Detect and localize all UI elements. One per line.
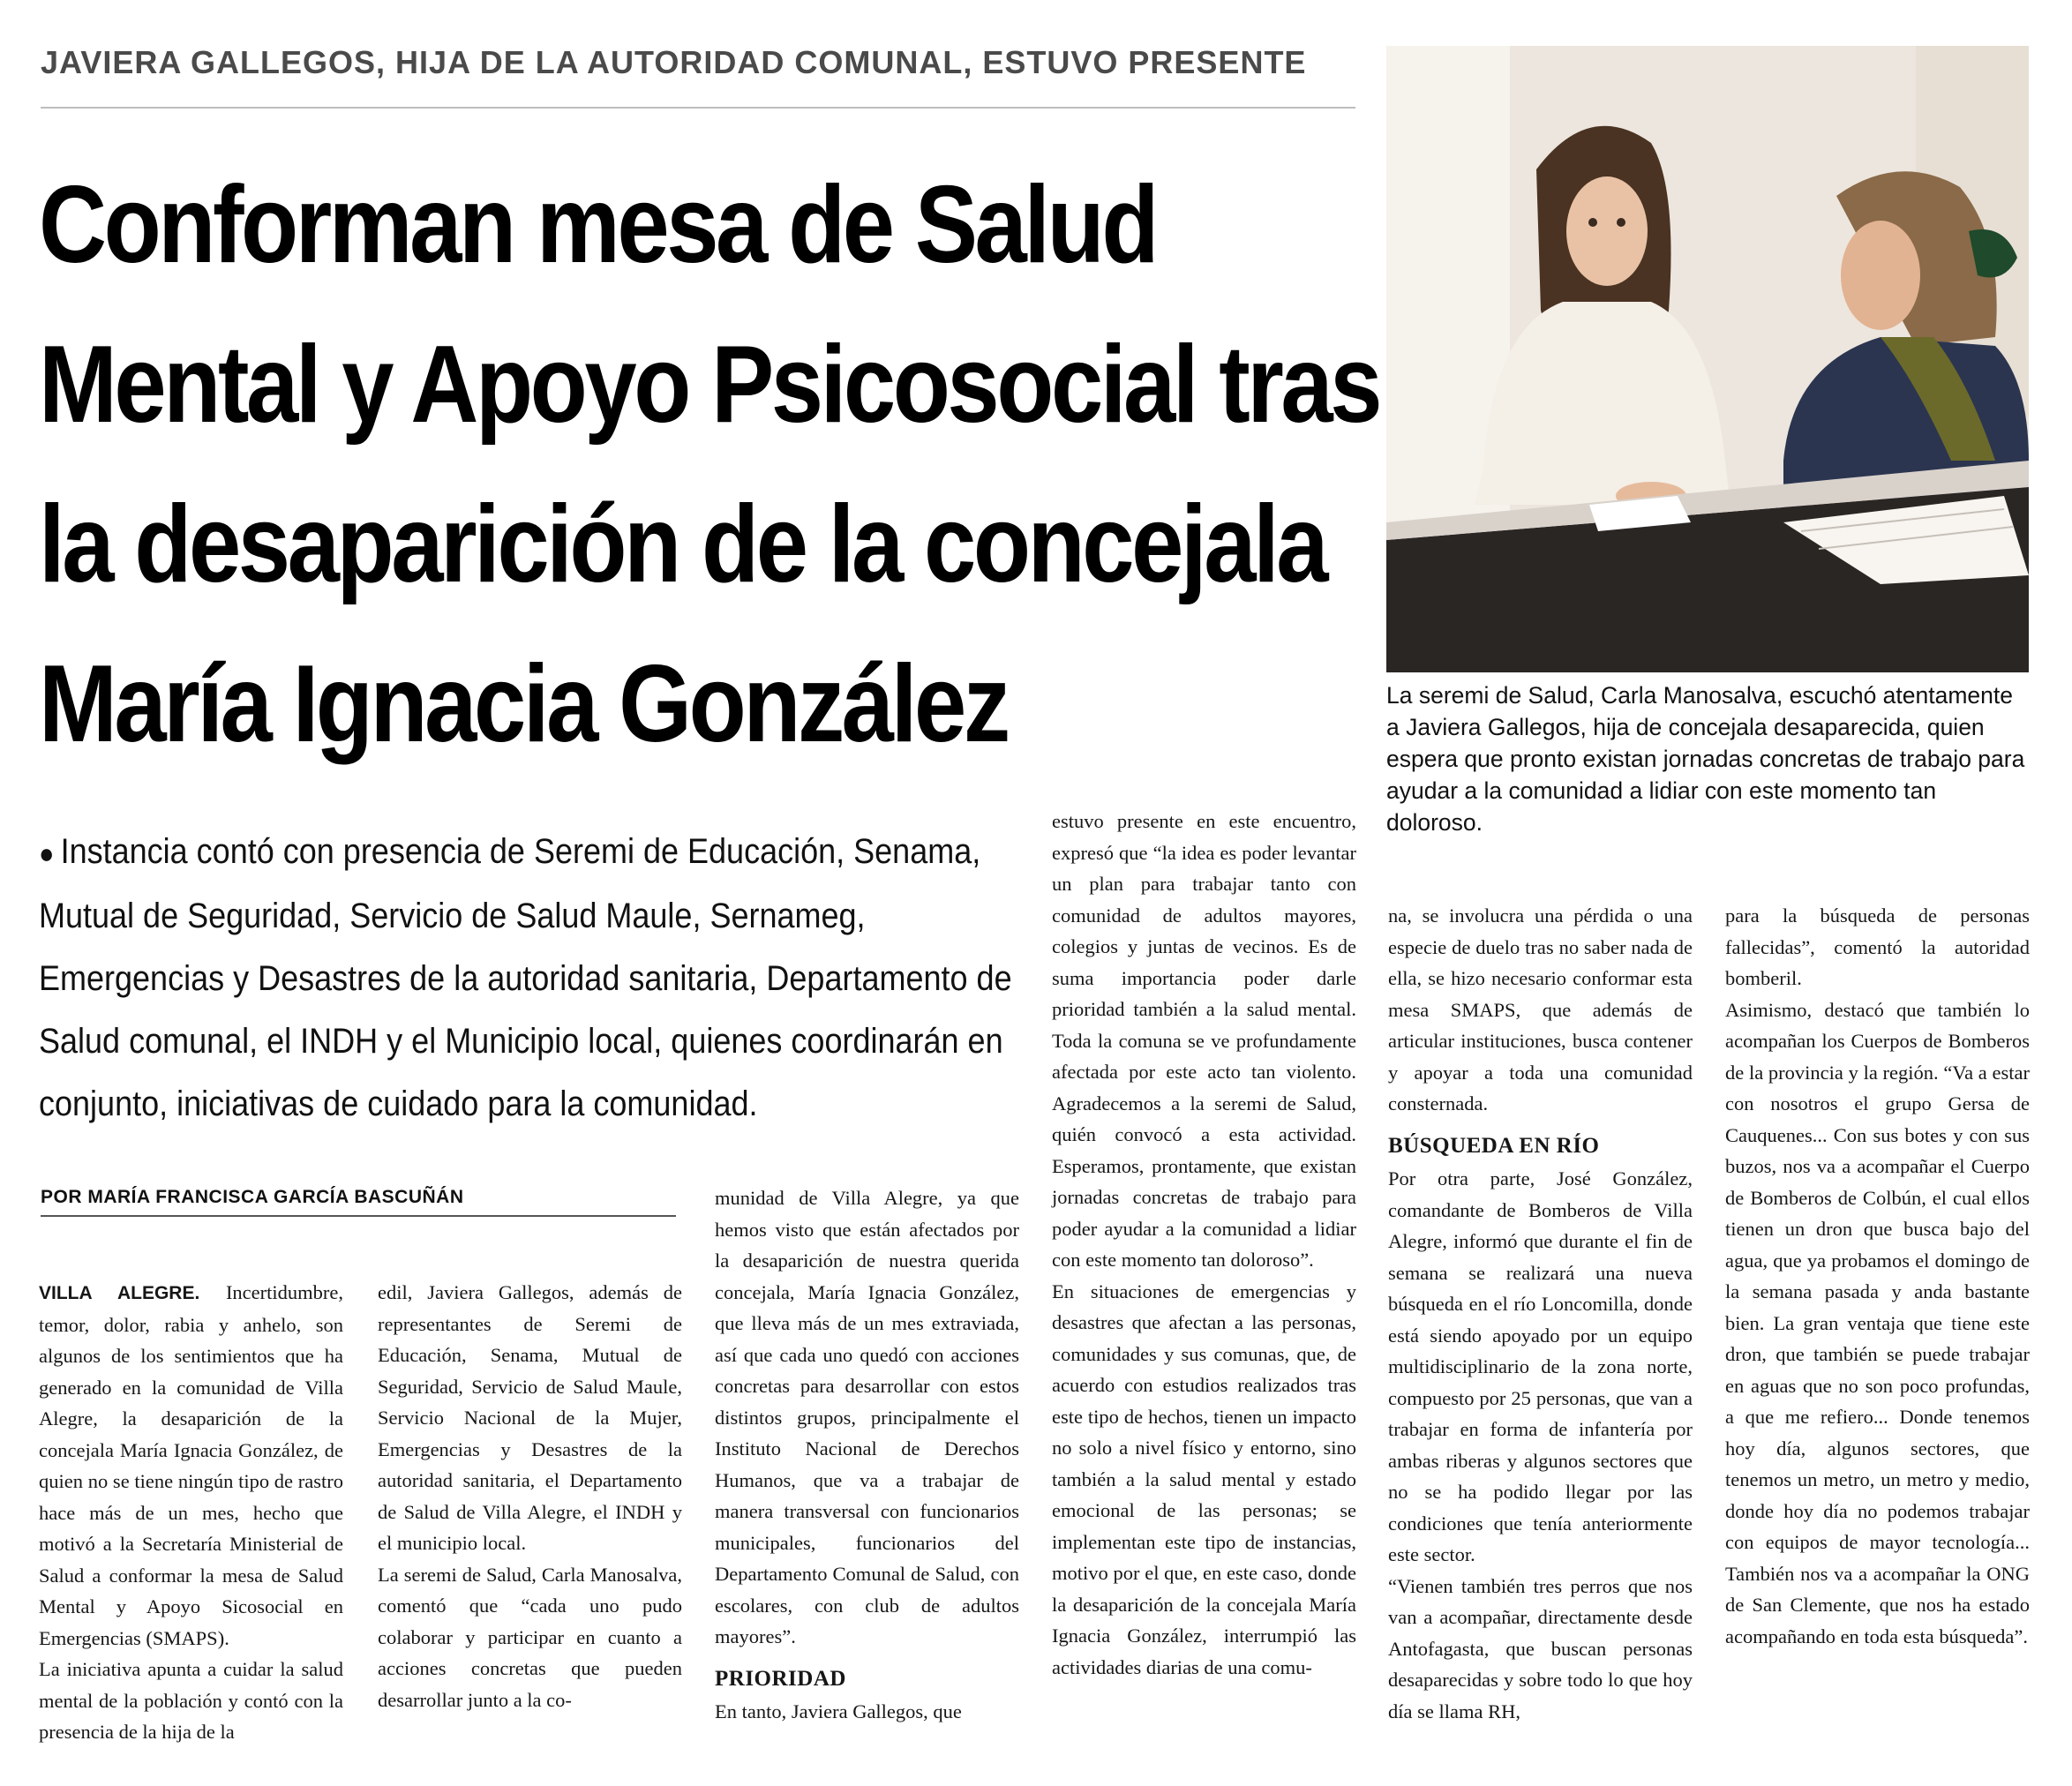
article-column-2 bbox=[378, 1277, 682, 1715]
headline-line: Mental y Apoyo Psicosocial tras bbox=[39, 324, 1380, 446]
paragraph: En situaciones de emergencias y desastres que afectan a las personas, comunidades y sus comunas, que, de acuerdo con estudios realizados tras este tipo de hechos, tienen un impacto no solo a nivel físico y entorno, sino también a la salud mental y estado emocional de las personas; se implementan este tipo de instancias, motivo por el que, en este caso, donde la desaparición de la concejala María Ignacia González, interrumpió las actividades diarias de una comu- bbox=[1052, 1279, 1356, 1678]
paragraph: “Vienen también tres perros que nos van a acompañar, directamente desde Antofagasta, que buscan personas desaparecidas y sobre todo lo que hoy día se llama RH, bbox=[1388, 1574, 1693, 1722]
paragraph: na, se involucra una pérdida o una especie de duelo tras no saber nada de ella, se hizo necesario conformar esta mesa SMAPS, que además de articular instituciones, busca contener y apoyar a toda una comunidad consternada. bbox=[1388, 904, 1693, 1114]
paragraph-text: Incertidumbre, temor, dolor, rabia y anhelo, son algunos de los sentimientos que ha generado en la comunidad de Villa Alegre, la desaparición de la concejala María Ignacia González, de quien no se tiene ningún tipo de rastro hace más de un mes, hecho que motivó a la Secretaría Ministerial de Salud a conformar la mesa de Salud Mental y Apoyo Sicosocial en Emergencias (SMAPS). bbox=[39, 1281, 344, 1649]
paragraph: Por otra parte, José González, comandante de Bomberos de Villa Alegre, informó que durante el fin de semana se realizará una nueva búsqueda en el río Loncomilla, donde está siendo apoyado por un equipo multidisciplinario de la zona norte, compuesto por 25 personas, que van a trabajar en forma de infantería por ambas riberas y algunos sectores que no se ha podido llegar por las condiciones que tenía anteriormente este sector. bbox=[1388, 1167, 1693, 1565]
paragraph: munidad de Villa Alegre, ya que hemos visto que están afectados por la desaparición de nuestra querida concejala, María Ignacia González, que lleva más de un mes extraviada, así que cada uno quedó con acciones concretas para desarrollar con estos distintos grupos, principalmente el Instituto Nacional de Derechos Humanos, que va a trabajar de manera transversal con funcionarios municipales, funcionarios del Departamento Comunal de Salud, con escolares, con club de adultos mayores”. bbox=[715, 1187, 1019, 1647]
headline bbox=[39, 146, 1380, 784]
kicker: JAVIERA GALLEGOS, HIJA DE LA AUTORIDAD COMUNAL, ESTUVO PRESENTE bbox=[41, 44, 1307, 80]
photo-illustration bbox=[1386, 46, 2029, 672]
paragraph: La seremi de Salud, Carla Manosalva, comentó que “cada uno pudo colaborar y participar en cuanto a acciones concretas que pueden desarrollar junto a la co- bbox=[378, 1563, 682, 1711]
news-photo bbox=[1386, 46, 2029, 672]
article-column-1 bbox=[39, 1277, 343, 1748]
byline: POR MARÍA FRANCISCA GARCÍA BASCUÑÁN bbox=[41, 1187, 676, 1217]
lead-paragraph bbox=[39, 821, 1024, 1136]
paragraph: La iniciativa apunta a cuidar la salud mental de la población y contó con la presencia de la hija de la bbox=[39, 1658, 343, 1743]
bullet-icon: ● bbox=[39, 837, 55, 869]
paragraph: edil, Javiera Gallegos, además de representantes de Seremi de Educación, Senama, Mutual de Seguridad, Servicio de Salud Maule, Servicio Nacional de la Mujer, Emergencias y Desastres de la autoridad sanitaria, el Departamento de Salud de Villa Alegre, el INDH y el municipio local. bbox=[378, 1281, 682, 1554]
headline-line: Conforman mesa de Salud bbox=[39, 164, 1157, 286]
article-column-6 bbox=[1725, 900, 2030, 1652]
subheading: PRIORIDAD bbox=[715, 1666, 846, 1691]
top-rule bbox=[41, 107, 1355, 109]
paragraph: estuvo presente en este encuentro, expresó que “la idea es poder levantar un plan para trabajar tanto con comunidad de adultos mayores, colegios y juntas de vecinos. Es de suma importancia poder darle prioridad también a la salud mental. Toda la comuna se ve profundamente afectada por este acto tan violento. Agradecemos a la seremi de Salud, quién convocó a esta actividad. Esperamos, prontamente, que existan jornadas concretas de trabajo para poder ayudar a la comunidad a lidiar con este momento tan doloroso”. bbox=[1052, 810, 1356, 1271]
article-column-4 bbox=[1052, 806, 1356, 1683]
paragraph bbox=[39, 1277, 343, 1654]
headline-line: la desaparición de la concejala bbox=[39, 484, 1326, 605]
headline-line: María Ignacia González bbox=[39, 643, 1008, 765]
subheading: BÚSQUEDA EN RÍO bbox=[1388, 1133, 1600, 1158]
dateline: VILLA ALEGRE. bbox=[39, 1283, 200, 1303]
paragraph: Asimismo, destacó que también lo acompañan los Cuerpos de Bomberos de la provincia y la región. “Va a estar con nosotros el grupo Gersa de Cauquenes... Con sus botes y con sus buzos, nos va a acompañar el Cuerpo de Bomberos de Colbún, el cual ellos tienen un dron que busca bajo del agua, que ya probamos el domingo de la semana pasada y anda bastante bien. La gran ventaja que tiene este dron, que también se puede trabajar en aguas que no son poco profundas, a que me refiero... Donde tenemos hoy día, algunos sectores, que tenemos un metro, un metro y medio, donde hoy día no podemos trabajar con equipos de mayor tecnología... También nos va a acompañar la ONG de San Clemente, que nos ha estado acompañando en toda esta búsqueda”. bbox=[1725, 998, 2030, 1647]
article-column-5 bbox=[1388, 900, 1693, 1727]
paragraph: En tanto, Javiera Gallegos, que bbox=[715, 1700, 962, 1722]
article-column-3 bbox=[715, 1182, 1019, 1728]
photo-caption: La seremi de Salud, Carla Manosalva, escuchó atentamente a Javiera Gallegos, hija de concejala desaparecida, quien espera que pronto existan jornadas concretas de trabajo para ayudar a la comunidad a lidiar con este momento tan doloroso. bbox=[1386, 682, 2025, 836]
lead-text: Instancia contó con presencia de Seremi de Educación, Senama, Mutual de Seguridad, Servicio de Salud Maule, Sernameg, Emergencias y Desastres de la autoridad sanitaria, Departamento de Salud comunal, el INDH y el Municipio local, quienes coordinarán en conjunto, iniciativas de cuidado para la comunidad. bbox=[39, 832, 1012, 1123]
paragraph: para la búsqueda de personas fallecidas”, comentó la autoridad bomberil. bbox=[1725, 904, 2030, 989]
